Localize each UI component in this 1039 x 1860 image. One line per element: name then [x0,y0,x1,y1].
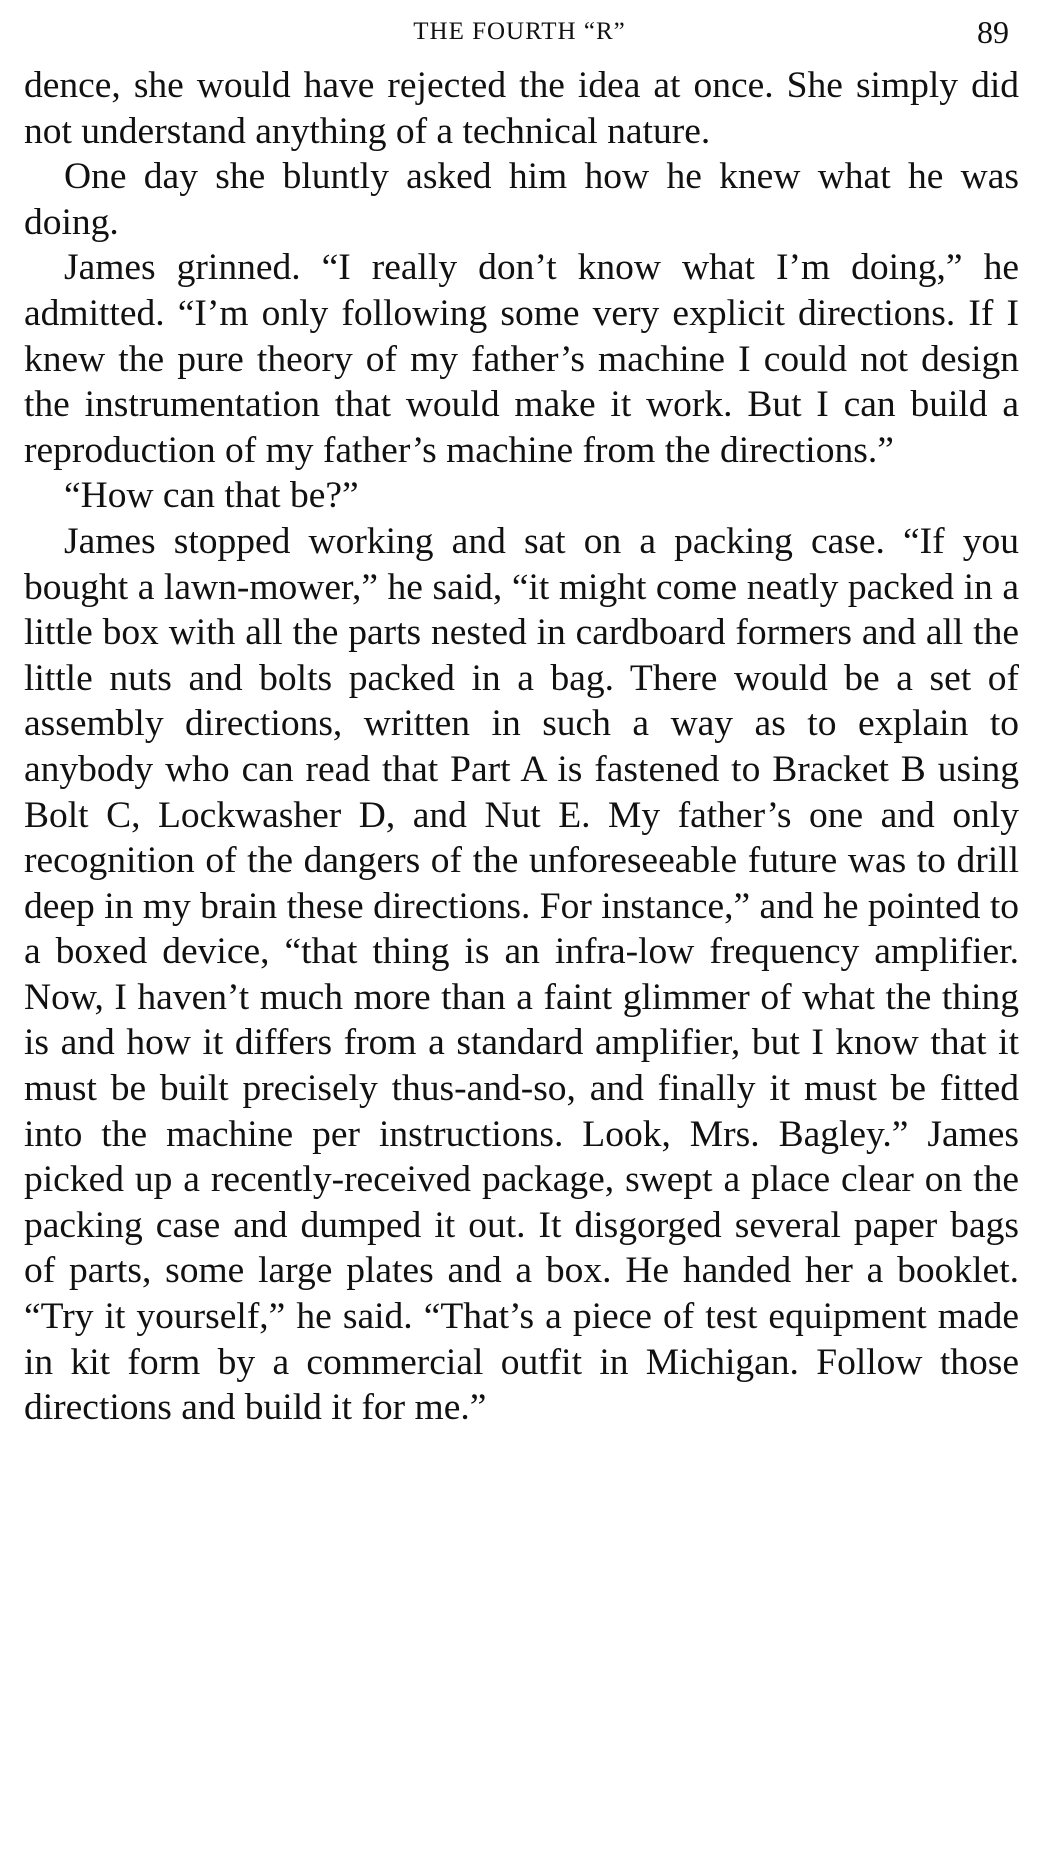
running-head: THE FOURTH “R” [413,18,626,45]
page-header [0,14,1039,58]
paragraph: James grinned. “I really don’t know what I’m doing,” he admitted. “I’m only following some very explicit directions. If I knew the pure theory of my father’s machine I could not design the instrumentation that would make it work. But I can build a reproduction of my father’s machine from the directions.” [24,247,1019,471]
paragraph: One day she bluntly asked him how he knew what he was doing. [24,156,1019,243]
paragraph: “How can that be?” [64,475,359,517]
paragraph: dence, she would have rejected the idea at once. She simply did not understand anything of a technical nature. [24,65,1019,152]
paragraph: James stopped working and sat on a packing case. “If you bought a lawn-mower,” he said, “it might come neatly packed in a little box with all the parts nested in cardboard formers and all the little nuts and bolts packed in a bag. There would be a set of assembly directions, written in such a way as to explain to anybody who can read that Part A is fastened to Bracket B using Bolt C, Lockwasher D, and Nut E. My father’s one and only recognition of the dangers of the unforeseeable future was to drill deep in my brain these directions. For instance,” and he pointed to a boxed device, “that thing is an infra-low frequency amplifier. Now, I haven’t much more than a faint glimmer of what the thing is and how it differs from a standard amplifier, but I know that it must be built precisely thus-and-so, and finally it must be fitted into the machine per instructions. Look, Mrs. Bagley.” James picked up a recently-received package, swept a place clear on the packing case and dumped it out. It disgorged several paper bags of parts, some large plates and a box. He handed her a booklet. “Try it yourself,” he said. “That’s a piece of test equipment made in kit form by a commercial outfit in Michigan. Follow those directions and build it for me.” [24,520,1019,1429]
body-text [24,63,1019,1431]
page-number: 89 [977,14,1009,50]
